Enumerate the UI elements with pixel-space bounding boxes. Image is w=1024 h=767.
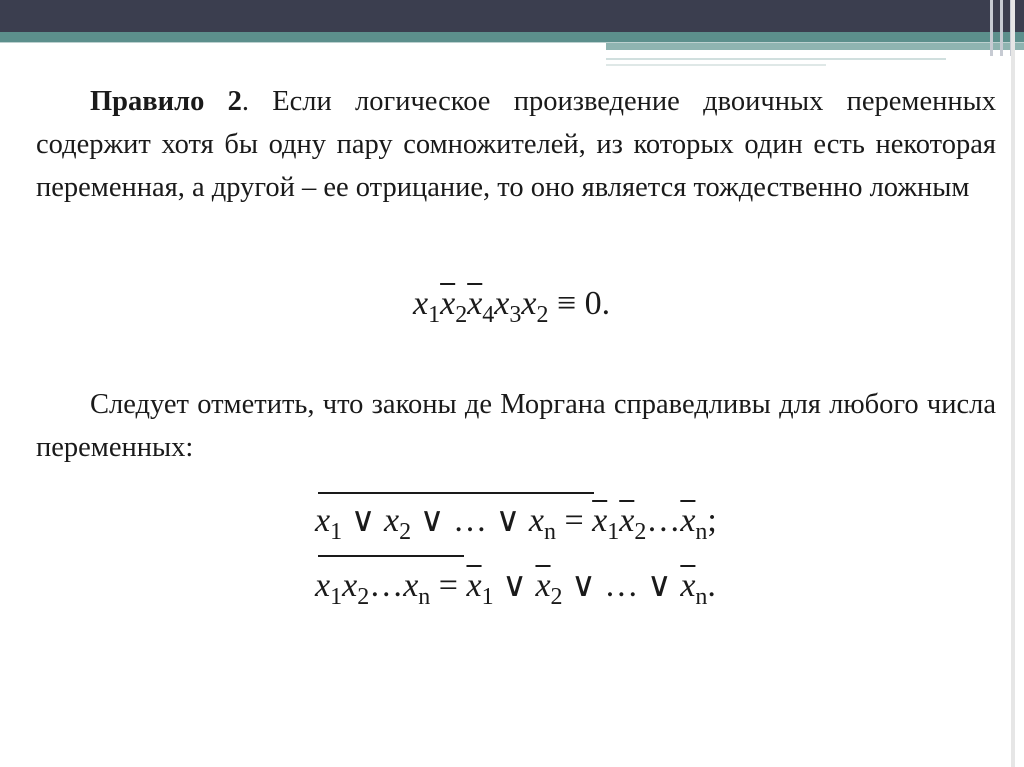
rule-text: . Если логическое произведение двоичных переменных содержит хотя бы одну пару сомножителей, из которых один есть некоторая переменная, а другой – ее отрицание, то оно является тождественно ложным	[36, 86, 996, 203]
header-stripe	[1000, 0, 1003, 56]
header-band-accent-line	[606, 58, 946, 60]
demorgan-paragraph	[36, 383, 996, 469]
rule-label: Правило 2	[90, 86, 242, 117]
header-band-teal	[0, 32, 1024, 42]
negation-bar	[318, 492, 594, 494]
rule-paragraph	[36, 80, 996, 209]
demorgan-text: Следует отметить, что законы де Моргана справедливы для любого числа переменных:	[36, 389, 996, 463]
negation-bar	[318, 555, 464, 557]
header-band-accent-line-2	[606, 64, 826, 66]
formula-contradiction: $x_1\overline{x}_2\overline{x}_4x_3x_2 \equiv 0$.	[413, 285, 611, 328]
header-band-dark	[0, 0, 1024, 32]
formula-demorgan-or: $x_1$ ∨ $x_2$ ∨ … ∨ $x_n$ = $\overline{x}_1\overline{x}_2\dots\overline{x}_n$;	[315, 502, 717, 545]
header-band-accent	[606, 43, 1024, 50]
formula-demorgan-and: $x_1x_2\dots x_n = \overline{x}_1$ ∨ $\overline{x}_2$ ∨ … ∨ $\overline{x}_n$.	[315, 567, 716, 610]
page-edge	[1011, 0, 1015, 767]
header-stripe	[990, 0, 993, 56]
